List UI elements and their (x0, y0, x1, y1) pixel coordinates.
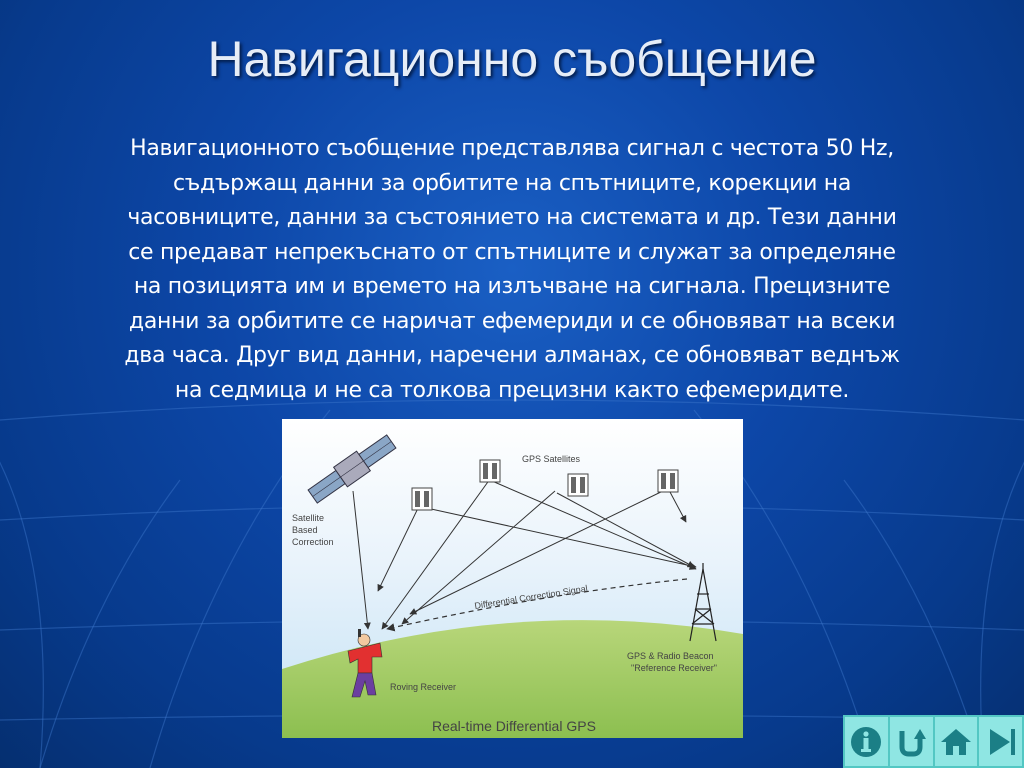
slide-title: Навигационно съобщение (207, 31, 817, 87)
next-button[interactable] (979, 717, 1022, 766)
info-icon (849, 725, 883, 759)
info-button[interactable] (845, 717, 890, 766)
dgps-diagram (282, 419, 743, 738)
correction-satellite-icon (306, 432, 398, 507)
body-line: съдържащ данни за орбитите на спътниците, корекции на (172, 170, 852, 196)
label-beacon: GPS & Radio Beacon "Reference Receiver" (627, 651, 717, 673)
slide-navigation-bar (843, 715, 1024, 768)
label-roving-receiver: Roving Receiver (390, 682, 457, 692)
label-sbc: Satellite Based Correction (292, 513, 334, 547)
gps-satellite-icon (412, 488, 432, 510)
body-line: се предават непрекъснато от спътниците и служат за определяне (128, 239, 896, 265)
body-line: на позицията им и времето на излъчване на сигнала. Прецизните (133, 274, 891, 299)
slide-body (52, 132, 972, 408)
gps-satellite-icon (568, 474, 588, 496)
body-line: на седмица и не са толкова прецизни както ефемеридите. (174, 377, 850, 403)
gps-satellite-icon (480, 460, 500, 482)
body-line: два часа. Друг вид данни, наречени алманах, се обновяват веднъж (124, 343, 900, 368)
home-button[interactable] (935, 717, 980, 766)
figure-caption: Real-time Differential GPS (432, 718, 596, 734)
next-icon (984, 725, 1018, 759)
label-gps-satellites: GPS Satellites (522, 454, 581, 464)
body-line: Навигационното съобщение представлява сигнал с честота 50 Hz, (130, 136, 894, 161)
body-line: данни за орбитите се наричат ефемериди и се обновяват на всеки (128, 308, 896, 334)
home-icon (939, 725, 973, 759)
body-line: часовниците, данни за състоянието на системата и др. Тези данни (127, 205, 897, 230)
gps-satellite-icon (658, 470, 678, 492)
return-icon (894, 725, 928, 759)
label-correction-signal: Differential Correction Signal (473, 583, 589, 611)
return-button[interactable] (890, 717, 935, 766)
